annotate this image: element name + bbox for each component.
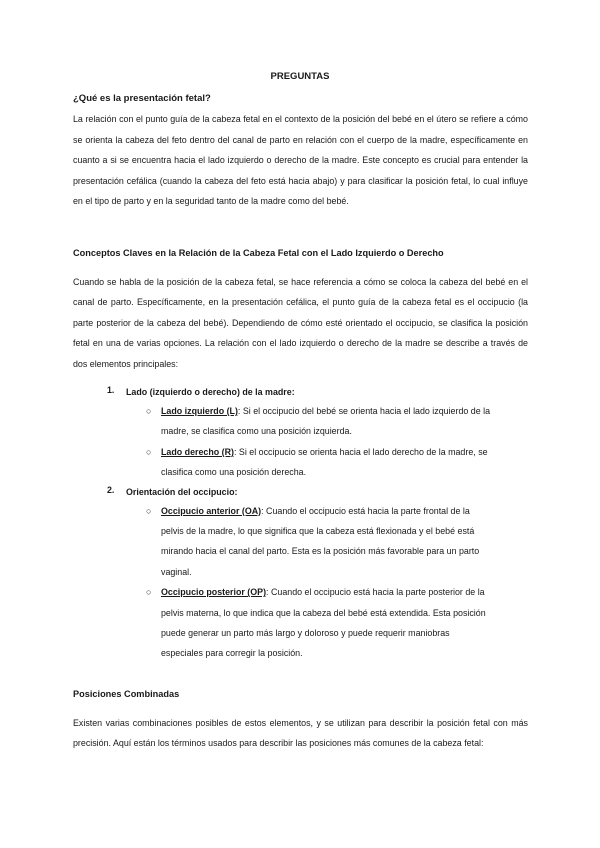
list-item-lado	[73, 385, 533, 483]
list-item-heading: Lado (izquierdo o derecho) de la madre:	[126, 387, 295, 397]
list-item-heading: Orientación del occipucio:	[126, 486, 238, 497]
circle-bullet-icon: ○	[146, 446, 152, 457]
sub-list-item	[126, 401, 533, 442]
circle-bullet-icon: ○	[146, 587, 152, 598]
list-item-orientacion	[73, 485, 533, 664]
section-heading-conceptos: Conceptos Claves en la Relación de la Cabeza Fetal con el Lado Izquierdo o Derecho	[73, 248, 444, 258]
section-paragraph-conceptos: Cuando se habla de la posición de la cabeza fetal, se hace referencia a cómo se coloca la cabeza del bebé en el canal de parto. Específicamente, en la presentación cefálica, el punto guía de la cabeza fetal es el occipucio (la parte posterior de la cabeza del bebé). Dependiendo de cómo esté orientado el occipucio, se clasifica la posición fetal en una de varias opciones. La relación con el lado izquierdo o derecho de la madre se describe a través de dos elementos principales:	[73, 277, 528, 369]
circle-bullet-icon: ○	[146, 406, 152, 416]
term-description: : Cuando el occipucio está hacia la parte frontal de la pelvis de la madre, lo que significa que la cabeza está flexionada y el bebé está mirando hacia el canal del parto. Esta es la posición más favorable para un parto vaginal.	[161, 505, 480, 577]
sub-list-item	[126, 442, 533, 483]
term-description: : Cuando el occipucio está hacia la parte posterior de la pelvis materna, lo que indica que la cabeza del bebé está extendida. Esta posición puede generar un parto más largo y doloroso y puede requerir maniobras especiales para corregir la posición.	[161, 587, 486, 659]
term-label: Lado izquierdo (L)	[161, 406, 238, 416]
sub-list	[126, 401, 533, 483]
sub-list-item	[126, 501, 533, 583]
term-label: Occipucio anterior (OA)	[161, 505, 262, 516]
circle-bullet-icon: ○	[146, 505, 152, 516]
page-title: PREGUNTAS	[270, 71, 330, 82]
intro-paragraph: La relación con el punto guía de la cabeza fetal en el contexto de la posición del bebé en el útero se refiere a cómo se orienta la cabeza del feto dentro del canal de parto en relación con el cuerpo de la madre, específicamente en cuanto a si se encuentra hacia el lado izquierdo o derecho de la madre. Este concepto es crucial para entender la presentación cefálica (cuando la cabeza del feto está hacia abajo) y para clasificar la posición fetal, lo cual influye en el tipo de parto y en la seguridad tanto de la madre como del bebé.	[73, 114, 528, 207]
term-description: : Si el occipucio del bebé se orienta hacia el lado izquierdo de la madre, se clasifica como una posición izquierda.	[161, 406, 491, 437]
numbered-list	[73, 385, 533, 664]
term-label: Occipucio posterior (OP)	[161, 587, 267, 598]
sub-list	[126, 501, 533, 664]
list-number: 1.	[107, 385, 115, 395]
term-description: : Si el occipucio se orienta hacia el lado derecho de la madre, se clasifica como una posición derecha.	[161, 446, 488, 478]
term-label: Lado derecho (R)	[161, 446, 234, 457]
list-number: 2.	[107, 484, 115, 495]
question-heading: ¿Qué es la presentación fetal?	[73, 93, 211, 104]
sub-list-item	[126, 582, 533, 664]
section-paragraph-posiciones: Existen varias combinaciones posibles de estos elementos, y se utilizan para describir la posición fetal con más precisión. Aquí están los términos usados para describir las posiciones más comunes de la cabeza fetal:	[73, 718, 528, 749]
section-heading-posiciones: Posiciones Combinadas	[73, 689, 180, 699]
